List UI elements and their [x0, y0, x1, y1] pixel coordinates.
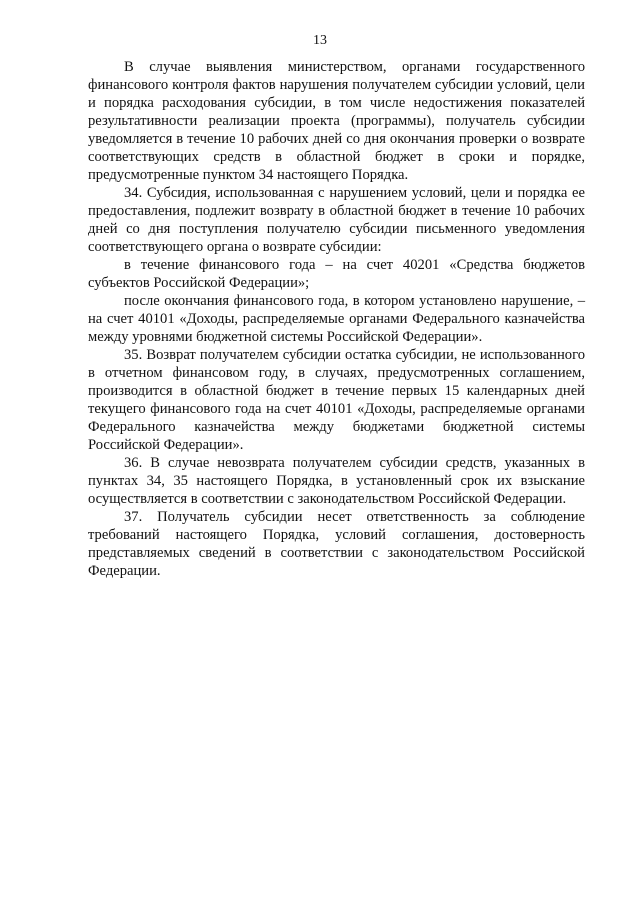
paragraph-37: 37. Получатель субсидии несет ответственность за соблюдение требований настоящего Порядка, условий соглашения, достоверность представляемых сведений в соответствии с законодательством Российской Федерации. [88, 509, 585, 579]
paragraph-35: 35. Возврат получателем субсидии остатка субсидии, не использованного в отчетном финансовом году, в случаях, предусмотренных соглашением, производится в областной бюджет в течение первых 15 календарных дней текущего финансового года на счет 40101 «Доходы, распределяемые органами Федерального казначейства между бюджетами бюджетной системы Российской Федерации». [88, 347, 585, 453]
paragraph-34: 34. Субсидия, использованная с нарушением условий, цели и порядка ее предоставления, подлежит возврату в областной бюджет в течение 10 рабочих дней со дня поступления получателю субсидии письменного уведомления соответствующего органа о возврате субсидии: [88, 185, 585, 255]
paragraph-34-current-year: в течение финансового года – на счет 40201 «Средства бюджетов субъектов Российской Федерации»; [88, 257, 585, 291]
document-body [88, 58, 585, 580]
paragraph-violation-notice: В случае выявления министерством, органами государственного финансового контроля фактов нарушения получателем субсидии условий, цели и порядка расходования субсидии, в том числе недостижения показателей результативности реализации проекта (программы), получатель субсидии уведомляется в течение 10 рабочих дней со дня окончания проверки о возврате соответствующих средств в областной бюджет в сроки и порядке, предусмотренные пунктом 34 настоящего Порядка. [88, 59, 585, 183]
paragraph-34-after-year: после окончания финансового года, в котором установлено нарушение, – на счет 40101 «Доходы, распределяемые органами Федерального казначейства между уровнями бюджетной системы Российской Федерации». [88, 293, 585, 345]
paragraph-36: 36. В случае невозврата получателем субсидии средств, указанных в пунктах 34, 35 настоящего Порядка, в установленный срок их взыскание осуществляется в соответствии с законодательством Российской Федерации. [88, 455, 585, 507]
page-number: 13 [313, 33, 327, 48]
